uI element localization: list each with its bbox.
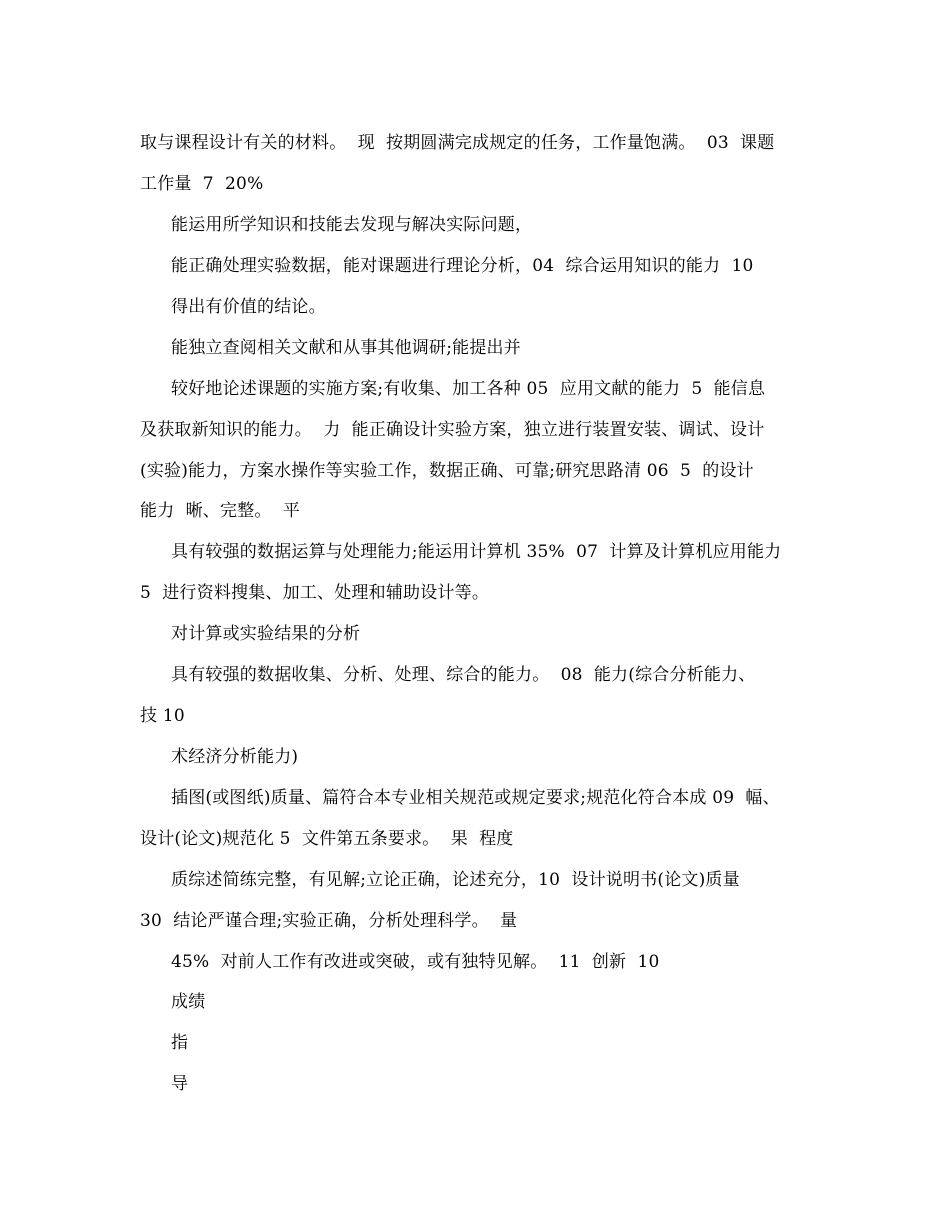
text-line: 对计算或实验结果的分析	[171, 624, 361, 644]
text-line: 能力 晰、完整。 平	[140, 501, 301, 521]
text-line: 插图(或图纸)质量、篇符合本专业相关规范或规定要求;规范化符合本成 09 幅、	[171, 788, 780, 808]
text-line: (实验)能力，方案水操作等实验工作，数据正确、可靠;研究思路清 06 5 的设计	[140, 461, 754, 481]
text-line: 能正确处理实验数据，能对课题进行理论分析，04 综合运用知识的能力 10	[171, 256, 754, 276]
text-line: 45% 对前人工作有改进或突破，或有独特见解。 11 创新 10	[171, 952, 660, 972]
text-line: 术经济分析能力)	[171, 747, 299, 767]
text-line: 导	[171, 1074, 189, 1094]
text-line: 指	[171, 1033, 189, 1053]
text-line: 能运用所学知识和技能去发现与解决实际问题，	[171, 215, 533, 235]
text-line: 5 进行资料搜集、加工、处理和辅助设计等。	[140, 583, 490, 603]
text-line: 30 结论严谨合理;实验正确，分析处理科学。 量	[140, 911, 518, 931]
text-line: 设计(论文)规范化 5 文件第五条要求。 果 程度	[140, 829, 514, 849]
text-line: 得出有价值的结论。	[171, 297, 326, 317]
text-line: 具有较强的数据运算与处理能力;能运用计算机 35% 07 计算及计算机应用能力	[171, 542, 782, 562]
text-line: 能独立查阅相关文献和从事其他调研;能提出并	[171, 338, 521, 358]
text-line: 较好地论述课题的实施方案;有收集、加工各种 05 应用文献的能力 5 能信息	[171, 379, 766, 399]
text-line: 取与课程设计有关的材料。 现 按期圆满完成规定的任务，工作量饱满。 03 课题	[140, 133, 775, 153]
text-line: 工作量 7 20%	[140, 174, 264, 194]
text-line: 及获取新知识的能力。 力 能正确设计实验方案，独立进行装置安装、调试、设计	[140, 420, 765, 440]
text-line: 成绩	[171, 992, 206, 1012]
text-line: 具有较强的数据收集、分析、处理、综合的能力。 08 能力(综合分析能力、	[171, 665, 756, 685]
text-line: 技 10	[140, 706, 185, 726]
text-line: 质综述简练完整，有见解;立论正确，论述充分，10 设计说明书(论文)质量	[171, 870, 740, 890]
